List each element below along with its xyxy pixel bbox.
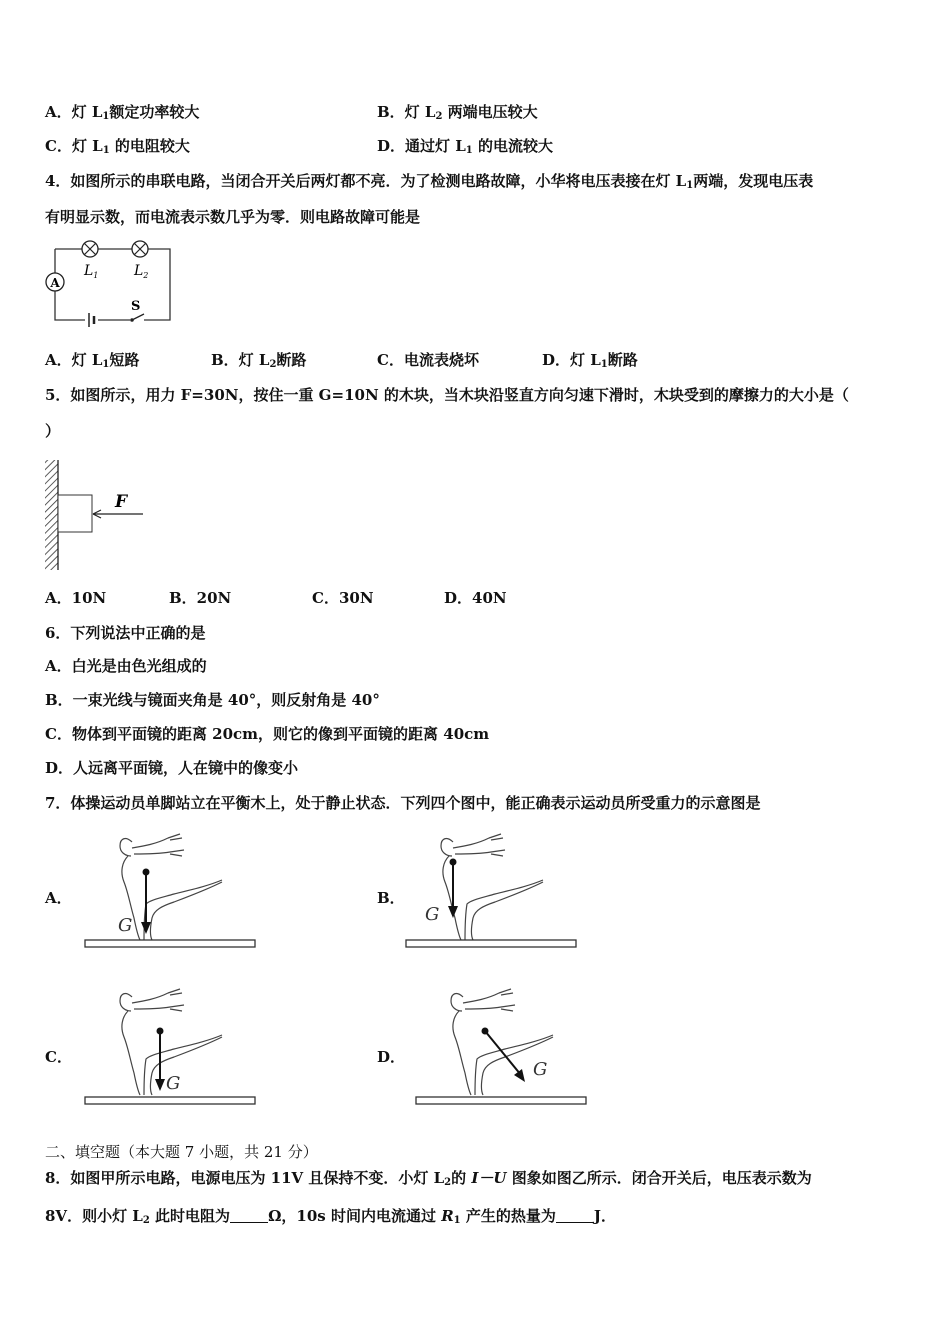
balance-beam (406, 940, 576, 947)
q8-stem-line1: 8．如图甲所示电路，电源电压为 11V 且保持不变．小灯 $L_2$的 I－U 图象如图乙所示．闭合开关后，电压表示数为 (45, 1169, 812, 1188)
gravity-label: G (533, 1059, 548, 1080)
wall-icon (45, 460, 58, 570)
q4-stem-line1: 4．如图所示的串联电路，当闭合开关后两灯都不亮．为了检测电路故障，小华将电压表接在灯 $L_1$两端，发现电压表 (45, 172, 814, 191)
q6-option-d: D．人远离平面镜，人在镜中的像变小 (45, 759, 299, 777)
q3-option-b: B．灯 $L_2$ 两端电压较大 (377, 103, 538, 122)
q4-option-c: C．电流表烧坏 (377, 351, 479, 369)
gymnast-figure-c (82, 983, 257, 1111)
q5-stem-line1: 5．如图所示，用力 F=30N，按住一重 G=10N 的木块，当木块沿竖直方向匀速下滑时，木块受到的摩擦力的大小是（ (45, 386, 849, 404)
wall-block-force-diagram (42, 458, 152, 572)
switch-label: S (131, 299, 141, 314)
answer-blank-heat[interactable] (556, 1208, 594, 1223)
switch-icon (132, 314, 144, 320)
gravity-label: G (425, 904, 440, 925)
q5-option-c: C．30N (312, 589, 374, 607)
force-label: F (115, 492, 128, 512)
lamp-l1-icon (82, 241, 98, 257)
q6-stem: 6．下列说法中正确的是 (45, 624, 206, 642)
lamp-l2-label: $L_2$ (134, 263, 149, 280)
q4-option-a: A．灯 $L_1$短路 (45, 351, 140, 370)
balance-beam (416, 1097, 586, 1104)
gravity-label: G (118, 915, 133, 936)
lamp-l1-label: $L_1$ (84, 263, 99, 280)
q3-option-d: D．通过灯 $L_1$ 的电流较大 (377, 137, 553, 156)
ammeter-label: A (50, 276, 60, 290)
q4-option-b: B．灯 $L_2$断路 (211, 351, 307, 370)
q6-option-c: C．物体到平面镜的距离 20cm，则它的像到平面镜的距离 40cm (45, 725, 490, 743)
q7-label-b: B． (377, 889, 405, 907)
q6-option-b: B．一束光线与镜面夹角是 40°，则反射角是 40° (45, 691, 380, 709)
q6-option-a: A．白光是由色光组成的 (45, 657, 207, 675)
gravity-label: G (166, 1073, 181, 1094)
q4-stem-line2: 有明显示数，而电流表示数几乎为零．则电路故障可能是 (45, 208, 421, 226)
gymnast-icon (441, 834, 543, 940)
gymnast-figure-a (82, 828, 257, 953)
q4-option-d: D．灯 $L_1$断路 (542, 351, 638, 370)
wooden-block (58, 495, 92, 532)
q5-option-d: D．40N (444, 589, 507, 607)
q7-stem: 7．体操运动员单脚站立在平衡木上，处于静止状态．下列四个图中，能正确表示运动员所受重力的示意图是 (45, 794, 761, 812)
gymnast-figure-d (413, 983, 588, 1111)
q5-option-b: B．20N (169, 589, 232, 607)
q7-label-c: C． (45, 1048, 72, 1066)
q7-label-d: D． (377, 1048, 406, 1066)
balance-beam (85, 1097, 255, 1104)
series-circuit-diagram (40, 236, 180, 328)
q3-option-a: A．灯 $L_1$额定功率较大 (45, 103, 200, 122)
gymnast-icon (120, 834, 222, 940)
q5-stem-line2: ） (45, 422, 61, 440)
q3-option-c: C．灯 $L_1$ 的电阻较大 (45, 137, 190, 156)
answer-blank-resistance[interactable] (230, 1208, 268, 1223)
q8-stem-line2: 8V．则小灯 $L_2$ 此时电阻为 Ω，10s 时间内电流通过 $R_1$ 产生的热量为 J． (45, 1207, 616, 1226)
section-2-title: 二、填空题（本大题 7 小题，共 21 分） (45, 1143, 318, 1161)
gymnast-figure-b (403, 828, 578, 953)
lamp-l2-icon (132, 241, 148, 257)
q5-option-a: A．10N (45, 589, 107, 607)
q7-label-a: A． (45, 889, 72, 907)
balance-beam (85, 940, 255, 947)
